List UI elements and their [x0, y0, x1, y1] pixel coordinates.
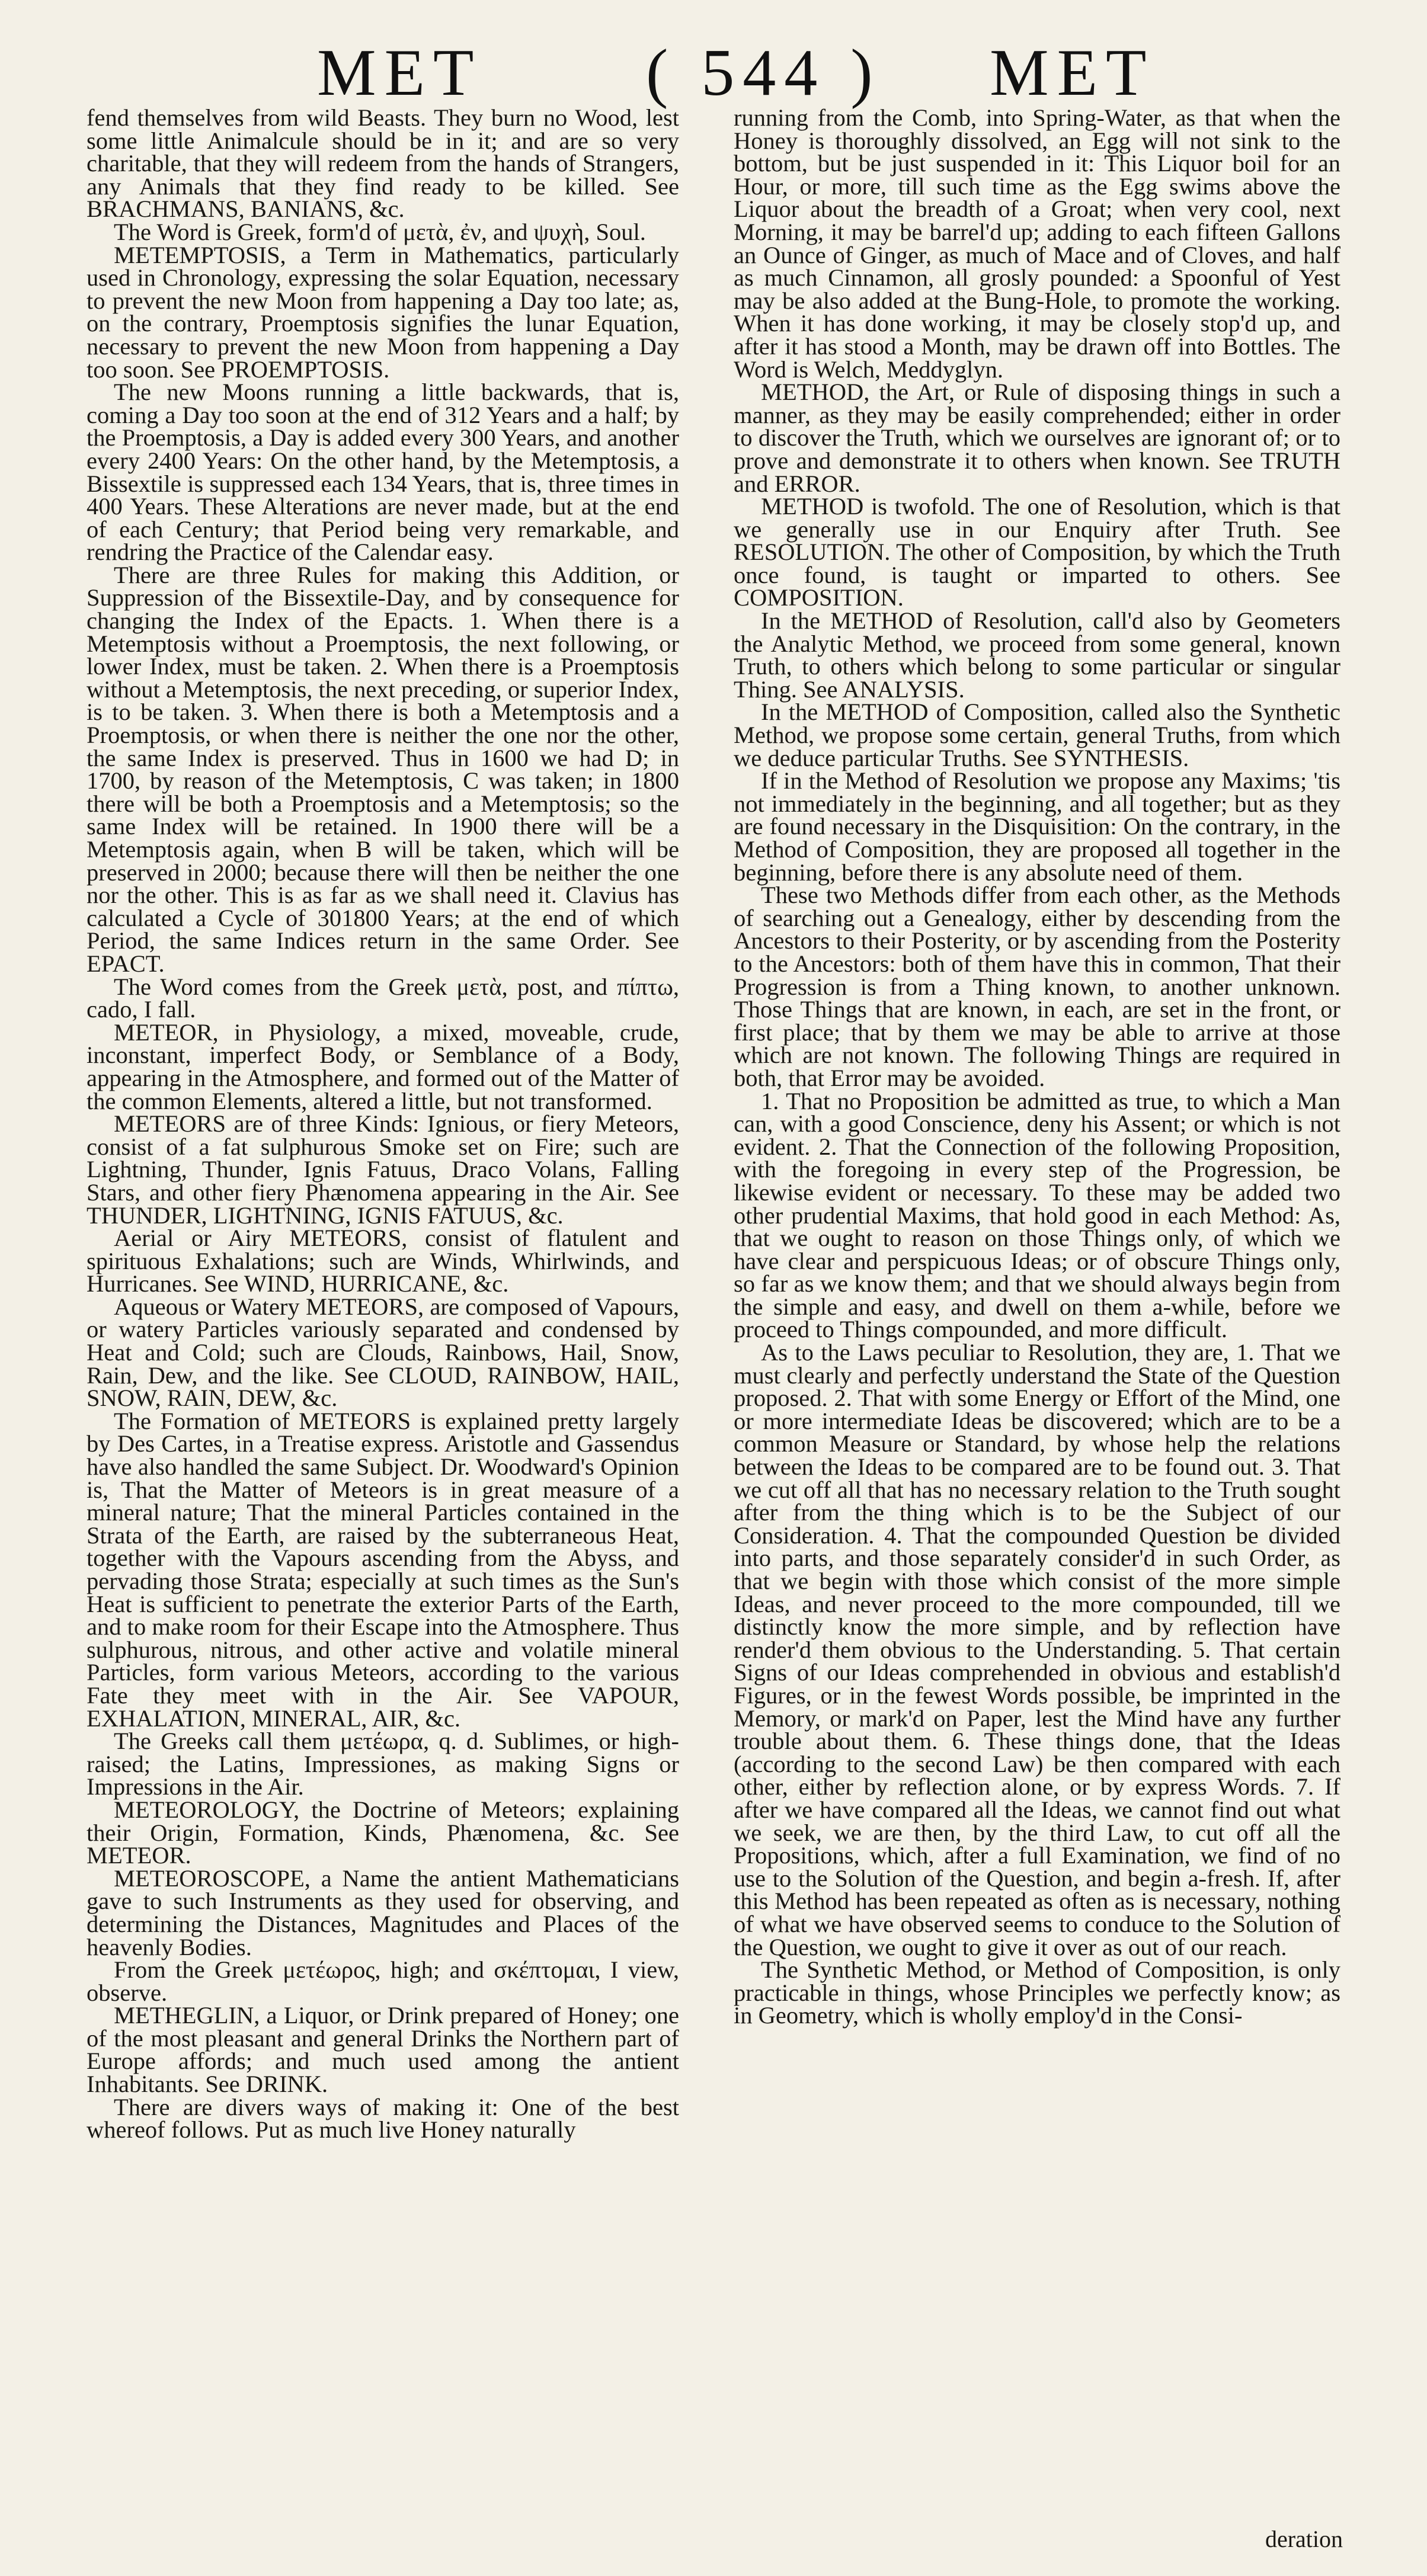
paragraph: There are divers ways of making it: One of the best whereof follows. Put as much live Honey naturally	[87, 2093, 679, 2144]
paragraph: 1. That no Proposition be admitted as true, to which a Man can, with a good Conscience, deny his Assent; or which is not evident. 2. That the Connection of the following Proposition, with the foregoing in every step of the Progression, be likewise evident or necessary. To these may be added two other prudential Maxims, that hold good in each Method: As, that we ought to reason on those Things only, of which we have clear and perspicuous Ideas; or of obscure Things only, so far as we know them; and that we should always begin from the simple and easy, and dwell on them a-while, before we proceed to Things compounded, and more difficult.	[734, 1087, 1340, 1343]
paragraph: The Formation of METEORS is explained pretty largely by Des Cartes, in a Treatise express. Aristotle and Gassendus have also handled the same Subject. Dr. Woodward's Opinion is, That the Matter of Meteors is in great measure of a mineral nature; That the mineral Particles contained in the Strata of the Earth, are raised by the subterraneous Heat, together with the Vapours ascending from the Abyss, and pervading those Strata; especially at such times as the Sun's Heat is sufficient to penetrate the exterior Parts of the Earth, and to make room for their Escape into the Atmosphere. Thus sulphurous, nitrous, and other active and volatile mineral Particles, form various Meteors, according to the various Fate they meet with in the Air. See VAPOUR, EXHALATION, MINERAL, AIR, &c.	[87, 1407, 679, 1732]
paragraph: METEOROLOGY, the Doctrine of Meteors; explaining their Origin, Formation, Kinds, Phænomena, &c. See METEOR.	[87, 1796, 679, 1869]
page-header	[0, 28, 1427, 117]
paragraph: METEOR, in Physiology, a mixed, moveable, crude, inconstant, imperfect Body, or Semblance of a Body, appearing in the Atmosphere, and formed out of the Matter of the common Elements, altered a little, but not transformed.	[87, 1018, 679, 1114]
paragraph: METEORS are of three Kinds: Ignious, or fiery Meteors, consist of a fat sulphurous Smoke set on Fire; such are Lightning, Thunder, Ignis Fatuus, Draco Volans, Falling Stars, and other fiery Phænomena appearing in the Air. See THUNDER, LIGHTNING, IGNIS FATUUS, &c.	[87, 1110, 679, 1229]
paragraph: METHOD is twofold. The one of Resolution, which is that we generally use in our Enquiry after Truth. See RESOLUTION. The other of Composition, by which the Truth once found, is taught or imparted to others. See COMPOSITION.	[734, 493, 1340, 611]
paragraph: Aerial or Airy METEORS, consist of flatulent and spirituous Exhalations; such are Winds, Whirlwinds, and Hurricanes. See WIND, HURRICANE, &c.	[87, 1225, 679, 1297]
paragraph: Aqueous or Watery METEORS, are composed of Vapours, or watery Particles variously separated and condensed by Heat and Cold; such are Clouds, Rainbows, Hail, Snow, Rain, Dew, and the like. See CLOUD, RAINBOW, HAIL, SNOW, RAIN, DEW, &c.	[87, 1293, 679, 1412]
paragraph: As to the Laws peculiar to Resolution, they are, 1. That we must clearly and perfectly understand the State of the Question proposed. 2. That with some Energy or Effort of the Mind, one or more intermediate Ideas be discovered; which are to be a common Measure or Standard, by whose help the relations between the Ideas to be compared are to be found out. 3. That we cut off all that has no necessary relation to the Truth sought after from the thing which is to be the Subject of our Consideration. 4. That the compounded Question be divided into parts, and those separately consider'd in such Order, as that we begin with those which consist of the more simple Ideas, and never proceed to the more compounded, till we distinctly know the more simple, and by reflection have render'd them obvious to the Understanding. 5. That certain Signs of our Ideas comprehended in obvious and establish'd Figures, or in the fewest Words possible, be imprinted in the Memory, or mark'd on Paper, lest the Mind have any further trouble about them. 6. These things done, that the Ideas (according to the second Law) be then compared with each other, either by reflection alone, or by express Words. 7. If after we have compared all the Ideas, we cannot find out what we seek, we are then, by the third Law, to cut off all the Propositions, which, after a full Examination, we find of no use to the Solution of the Question, and begin a-fresh. If, after this Method has been repeated as often as is necessary, nothing of what we have observed seems to conduce to the Solution of the Question, we ought to give it over as out of our reach.	[734, 1339, 1340, 1960]
running-head-left: MET	[317, 36, 482, 110]
paragraph: METHOD, the Art, or Rule of disposing things in such a manner, as they may be easily comprehended; either in order to discover the Truth, which we ourselves are ignorant of; or to prove and demonstrate it to others when known. See TRUTH and ERROR.	[734, 379, 1340, 497]
page-number: ( 544 )	[646, 36, 881, 110]
paragraph: If in the Method of Resolution we propose any Maxims; 'tis not immediately in the beginning, and all together; but as they are found necessary in the Disquisition: On the contrary, in the Method of Composition, they are proposed all together in the beginning, before there is any absolute need of them.	[734, 767, 1340, 886]
paragraph: From the Greek μετέωρος, high; and σκέπτομαι, I view, observe.	[87, 1956, 679, 2006]
left-column	[87, 107, 679, 2559]
paragraph: METEMPTOSIS, a Term in Mathematics, particularly used in Chronology, expressing the solar Equation, necessary to prevent the new Moon from happening a Day too late; as, on the contrary, Proemptosis signifies the lunar Equation, necessary to prevent the new Moon from happening a Day too soon. See PROEMPTOSIS.	[87, 241, 679, 383]
paragraph: In the METHOD of Resolution, call'd also by Geometers the Analytic Method, we proceed from some general, known Truth, to others which belong to some particular or singular Thing. See ANALYSIS.	[734, 607, 1340, 703]
running-head-right: MET	[990, 36, 1155, 110]
paragraph: METEOROSCOPE, a Name the antient Mathematicians gave to such Instruments as they used for observing, and determining the Distances, Magnitudes and Places of the heavenly Bodies.	[87, 1864, 679, 1960]
paragraph: The Greeks call them μετέωρα, q. d. Sublimes, or high-raised; the Latins, Impressiones, as making Signs or Impressions in the Air.	[87, 1728, 679, 1800]
catchword: deration	[1265, 2526, 1343, 2552]
paragraph: The Synthetic Method, or Method of Composition, is only practicable in things, whose Principles we perfectly know; as in Geometry, which is wholly employ'd in the Consi-	[734, 1956, 1340, 2029]
paragraph: The Word is Greek, form'd of μετὰ, ἐν, and ψυχὴ, Soul.	[114, 218, 646, 245]
paragraph: fend themselves from wild Beasts. They burn no Wood, lest some little Animalcule should be in it; and are so very charitable, that they will redeem from the hands of Strangers, any Animals that they find ready to be killed. See BRACHMANS, BANIANS, &c.	[87, 107, 679, 223]
right-column	[734, 107, 1340, 2559]
paragraph: METHEGLIN, a Liquor, or Drink prepared of Honey; one of the most pleasant and general Drinks the Northern part of Europe affords; and much used among the antient Inhabitants. See DRINK.	[87, 2002, 679, 2098]
paragraph: These two Methods differ from each other, as the Methods of searching out a Genealogy, either by descending from the Ancestors to their Posterity, or by ascending from the Posterity to the Ancestors: both of them have this in common, That their Progression is from a Thing known, to another unknown. Those Things that are known, in each, are set in the front, or first place; that by them we may be able to arrive at those which are not known. The following Things are required in both, that Error may be avoided.	[734, 882, 1340, 1091]
paragraph: There are three Rules for making this Addition, or Suppression of the Bissextile-Day, and by consequence for changing the Index of the Epacts. 1. When there is a Metemptosis without a Proemptosis, the next following, or lower Index, must be taken. 2. When there is a Proemptosis without a Metemptosis, the next preceding, or superior Index, is to be taken. 3. When there is both a Metemptosis and a Proemptosis, or when there is neither the one nor the other, the same Index is preserved. Thus in 1600 we had D; in 1700, by reason of the Metemptosis, C was taken; in 1800 there will be both a Proemptosis and a Metemptosis; so the same Index will be retained. In 1900 there will be a Metemptosis again, when B will be taken, which will be preserved in 2000; because there will then be neither the one nor the other. This is as far as we shall need it. Clavius has calculated a Cycle of 301800 Years; at the end of which Period, the same Indices return in the same Order. See EPACT.	[87, 561, 679, 977]
paragraph: running from the Comb, into Spring-Water, as that when the Honey is thoroughly dissolved, an Egg will not sink to the bottom, but be just suspended in it: This Liquor boil for an Hour, or more, till such time as the Egg swims above the Liquor about the breadth of a Groat; when very cool, next Morning, it may be barrel'd up; adding to each fifteen Gallons an Ounce of Ginger, as much of Mace and of Cloves, and half as much Cinnamon, all grosly pounded: a Spoonful of Yest may be also added at the Bung-Hole, to promote the working. When it has done working, it may be closely stop'd up, and after it has stood a Month, may be drawn off into Bottles. The Word is Welch, Meddyglyn.	[734, 107, 1340, 383]
paragraph: The Word comes from the Greek μετὰ, post, and πίπτω, cado, I fall.	[87, 973, 679, 1023]
paragraph: In the METHOD of Composition, called also the Synthetic Method, we propose some certain, general Truths, from which we deduce particular Truths. See SYNTHESIS.	[734, 699, 1340, 771]
paragraph: The new Moons running a little backwards, that is, coming a Day too soon at the end of 312 Years and a half; by the Proemptosis, a Day is added every 300 Years, and another every 2400 Years: On the other hand, by the Metemptosis, a Bissextile is suppressed each 134 Years, that is, three times in 400 Years. These Alterations are never made, but at the end of each Century; that Period being very remarkable, and rendring the Practice of the Calendar easy.	[87, 379, 679, 566]
